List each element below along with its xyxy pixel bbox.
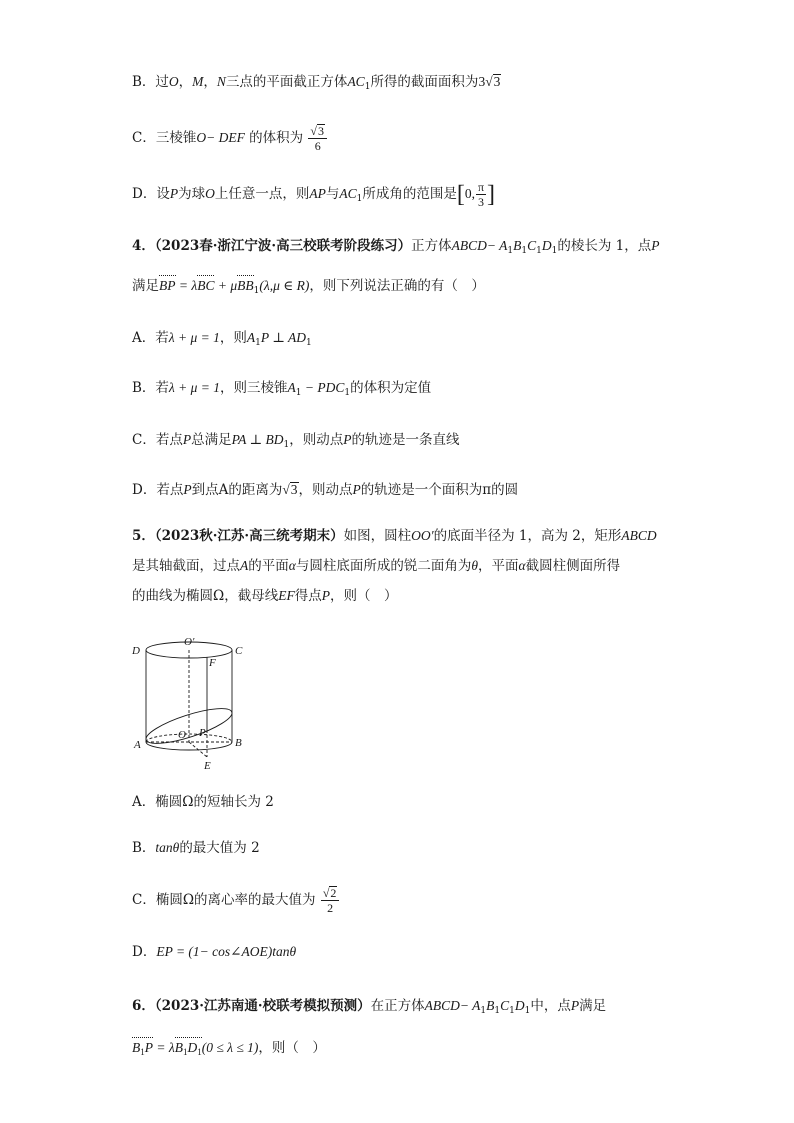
label-d: D (132, 645, 140, 657)
fraction-sqrt3-over-6: $\frac{√3}{6}$ (308, 124, 327, 153)
q4-option-a: A．若λ + μ = 1，则$A_1P$ ⊥ $AD_1$ (132, 330, 312, 348)
label-b: B (235, 737, 242, 749)
q4-option-b: B．若λ + μ = 1，则三棱锥$A_1 - PDC_1$的体积为定值 (132, 380, 432, 398)
label-p: P (199, 727, 206, 739)
label-a: A (134, 739, 141, 751)
question-4-condition: 满足BP = λBC + μBB$_1$(λ,μ ∈ R)，则下列说法正确的有（ ） (132, 278, 485, 296)
question-4-stem: 4．（2023春·浙江宁波·高三校联考阶段练习）正方体ABCD− $A_1B_1C_1D_1$的棱长为 1，点P (132, 238, 660, 256)
label-c: C (235, 645, 243, 657)
label-o-prime: O′ (184, 636, 195, 648)
label-e: E (204, 760, 211, 772)
question-5-stem-line1: 5．（2023秋·江苏·高三统考期末）如图，圆柱OO′的底面半径为 1，高为 2，矩形ABCD (132, 528, 657, 544)
q5-option-c: C．椭圆Ω的离心率的最大值为 $\frac{√2}{2}$ (132, 886, 340, 915)
fraction-sqrt2-over-2: $\frac{√2}{2}$ (321, 886, 340, 915)
q4-option-c: C．若点P总满足PA ⊥ $BD_1$，则动点P的轨迹是一条直线 (132, 432, 460, 450)
question-6-condition: $B_1P = \lambda B_1D_1(0 \le \lambda \le 1)$，则（ ） (132, 1038, 326, 1062)
label-o: O (178, 729, 186, 741)
question-6-stem: 6．（2023·江苏南通·校联考模拟预测）在正方体ABCD− $A_1B_1C_1D_1$中，点P满足 (132, 998, 607, 1016)
q3-option-d: D．设P为球O上任意一点，则AP与$AC_1$所成角的范围是[0, $\frac{\pi}{3}$ ] (132, 180, 496, 209)
question-5-stem-line2: 是其轴截面，过点A的平面α与圆柱底面所成的锐二面角为θ，平面α截圆柱侧面所得 (132, 558, 621, 574)
q5-option-b: B．tanθ的最大值为 2 (132, 840, 260, 856)
q4-option-d: D．若点P到点A的距离为√3，则动点P的轨迹是一个面积为π的圆 (132, 482, 519, 498)
q3-option-b: B．过O，M，N三点的平面截正方体$AC_1$所得的截面面积为3√3 (132, 74, 501, 92)
q5-option-a: A．椭圆Ω的短轴长为 2 (132, 794, 274, 810)
question-5-stem-line3: 的曲线为椭圆Ω，截母线EF得点P，则（ ） (132, 588, 398, 604)
cylinder-figure (128, 630, 248, 774)
q3-option-c: C．三棱锥O− DEF 的体积为 $\frac{√3}{6}$ (132, 124, 328, 153)
label-f: F (209, 657, 216, 669)
q5-option-d: D．EP = (1− cos∠AOE)tanθ (132, 944, 297, 960)
